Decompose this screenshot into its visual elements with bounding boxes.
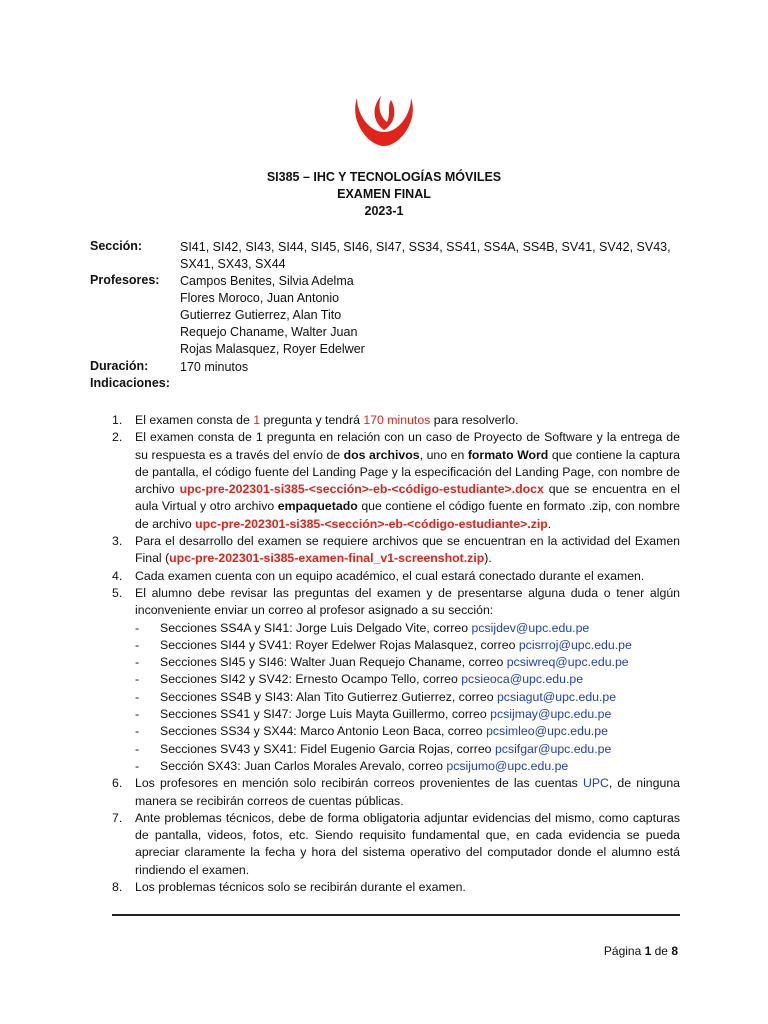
item-number: 7. [112,810,123,825]
email-link[interactable]: pcsijmay@upc.edu.pe [490,707,612,722]
contact-row: - Secciones SI45 y SI46: Walter Juan Requejo Chaname, correo pcsiwreq@upc.edu.pe [135,655,629,670]
professors-list [180,273,365,358]
course-title: SI385 – IHC Y TECNOLOGÍAS MÓVILES [266,170,502,184]
duration-label: Duración: [90,359,149,373]
instruction-item-4 [112,568,680,585]
contact-row: - Secciones SS4B y SI43: Alan Tito Gutierrez Gutierrez, correo pcsiagut@upc.edu.pe [135,689,617,704]
section-label: Sección: [90,239,143,253]
section-line: SX41, SX43, SX44 [180,257,286,271]
item-text: El alumno debe revisar las preguntas del examen y de presentarse alguna duda o tener algún inconveniente enviar un correo al profesor asignado a su sección: - Secciones SS4A y SI41: Jorge Luis Delgado Vite, correo pcsijdev@upc.edu.pe - Secciones SI44 y SV41: Royer Edelwer Rojas Malasquez, correo pcisrroj@upc.edu.pe - Secciones SI45 y SI46: Walter Juan Requejo Chaname, correo pcsiwreq@upc.edu.pe - Secciones SI42 y SV42: Ernesto Ocampo Tello, correo pcsieoca@upc.edu.pe - Secciones SS4B y SI43: Alan Tito Gutierrez Gutierrez, correo pcsiagut@upc.edu.pe - Secciones SS41 y SI47: Jorge Luis Mayta Guillermo, correo pcsijmay@upc.edu.pe - Secciones SS34 y SX44: Marco Antonio Leon Baca, correo pcsimleo@upc.edu.pe - Secciones SV43 y SX41: Fidel Eugenio Garcia Rojas, correo pcsifgar@upc.edu.pe - Sección SX43: Juan Carlos Morales Arevalo, correo pcsijumo@upc.edu.pe [135,585,680,775]
email-link[interactable]: pcsieoca@upc.edu.pe [461,672,584,687]
professor-name: Campos Benites, Silvia Adelma [180,274,354,288]
section-line: SI41, SI42, SI43, SI44, SI45, SI46, SI47, SS34, SS41, SS4A, SS4B, SV41, SV42, SV43, [180,240,671,254]
item-text: El examen consta de 1 pregunta en relación con un caso de Proyecto de Software y la entrega de su respuesta es a través del envío de dos archivos, uno en formato Word que contiene la captura de pantalla, el código fuente del Landing Page y la especificación del Landing Page, con nombre de archivo upc-pre-202301-si385-<sección>-eb-<código-estudiante>.docx que se encuentra en el aula Virtual y otro archivo empaquetado que contiene el código fuente en formato .zip, con nombre de archivo upc-pre-202301-si385-<sección>-eb-<código-estudiante>.zip. [135,430,681,531]
instructions-list [112,412,680,896]
item-number: 5. [112,585,123,600]
screenshot-zip-filename: upc-pre-202301-si385-examen-final_v1-screenshot.zip [169,551,485,566]
contact-row: - Secciones SS34 y SX44: Marco Antonio Leon Baca, correo pcsimleo@upc.edu.pe [135,724,608,739]
docx-filename: upc-pre-202301-si385-<sección>-eb-<código-estudiante>.docx [179,482,544,497]
email-link[interactable]: pcsijumo@upc.edu.pe [446,758,569,773]
item-text: Cada examen cuenta con un equipo académico, el cual estará conectado durante el examen. [135,568,645,583]
contact-row: - Secciones SI44 y SV41: Royer Edelwer Rojas Malasquez, correo pcisrroj@upc.edu.pe [135,637,632,652]
email-link[interactable]: pcsiwreq@upc.edu.pe [506,655,629,670]
item-text: Para el desarrollo del examen se requiere archivos que se encuentran en la actividad del Examen Final (upc-pre-202301-si385-examen-final_v1-screenshot.zip). [135,534,680,566]
footer-divider [112,914,680,916]
instruction-item-7 [112,810,680,879]
contact-row: - Secciones SS41 y SI47: Jorge Luis Mayta Guillermo, correo pcsijmay@upc.edu.pe [135,707,612,722]
item-number: 4. [112,568,123,583]
contact-row: - Secciones SS4A y SI41: Jorge Luis Delgado Vite, correo pcsijdev@upc.edu.pe [135,620,590,635]
professors-label: Profesores: [90,273,160,287]
zip-filename: upc-pre-202301-si385-<sección>-eb-<código-estudiante>.zip [195,516,548,531]
professor-name: Requejo Chaname, Walter Juan [180,325,358,339]
item-text: Los profesores en mención solo recibirán correos provenientes de las cuentas UPC, de ninguna manera se recibirán correos de cuentas públicas. [135,776,680,808]
indications-label: Indicaciones: [90,376,170,390]
email-link[interactable]: pcsiagut@upc.edu.pe [496,689,617,704]
instruction-item-6 [112,775,680,810]
item-number: 8. [112,880,123,895]
email-link[interactable]: pcsijdev@upc.edu.pe [471,620,590,635]
item-text: El examen consta de 1 pregunta y tendrá 170 minutos para resolverlo. [135,413,519,427]
exam-title: EXAMEN FINAL [337,187,431,201]
upc-highlight: UPC [582,776,609,791]
instruction-item-1 [112,412,680,429]
professor-name: Rojas Malasquez, Royer Edelwer [180,342,365,356]
item-number: 6. [112,776,123,791]
email-link[interactable]: pcsifgar@upc.edu.pe [494,741,612,756]
duration-highlight: 170 minutos [363,413,431,427]
email-link[interactable]: pcisrroj@upc.edu.pe [518,637,632,652]
item-text: Ante problemas técnicos, debe de forma obligatoria adjuntar evidencias del mismo, como capturas de pantalla, videos, fotos, etc. Siendo requisito fundamental que, en cada evidencia se pueda apreciar claramente la fecha y hora del sistema operativo del computador donde el alumno está rindiendo el examen. [135,810,680,877]
item-text: Los problemas técnicos solo se recibirán durante el examen. [135,880,466,895]
upc-logo [351,92,417,148]
professor-name: Flores Moroco, Juan Antonio [180,291,340,305]
term-title: 2023-1 [364,204,404,218]
duration-value: 170 minutos [180,360,249,374]
instruction-item-5 [112,585,680,775]
professor-name: Gutierrez Gutierrez, Alan Tito [180,308,342,322]
page-number: Página 1 de 8 [603,944,678,958]
instruction-item-8 [112,879,680,896]
instruction-item-2 [112,429,680,533]
question-count: 1 [253,413,261,427]
item-number: 1. [112,413,123,427]
item-number: 2. [112,430,123,445]
item-number: 3. [112,534,123,549]
contact-row: - Sección SX43: Juan Carlos Morales Arevalo, correo pcsijumo@upc.edu.pe [135,758,569,773]
section-value [180,239,671,273]
email-link[interactable]: pcsimleo@upc.edu.pe [486,724,608,739]
contact-row: - Secciones SI42 y SV42: Ernesto Ocampo Tello, correo pcsieoca@upc.edu.pe [135,672,584,687]
contact-row: - Secciones SV43 y SX41: Fidel Eugenio Garcia Rojas, correo pcsifgar@upc.edu.pe [135,741,612,756]
instruction-item-3 [112,533,680,568]
